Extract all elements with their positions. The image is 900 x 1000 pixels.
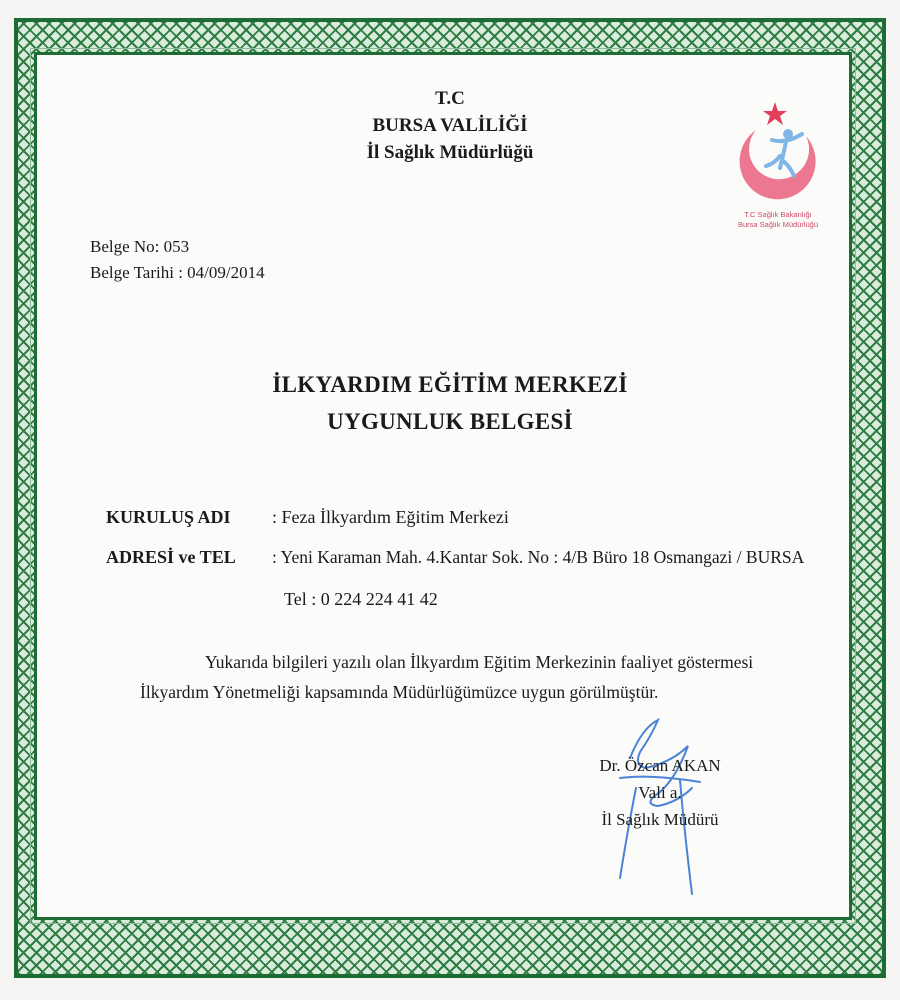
- title-line2: UYGUNLUK BELGESİ: [327, 409, 573, 434]
- document-date: Belge Tarihi : 04/09/2014: [90, 263, 265, 282]
- logo-caption-line1: T.C Sağlık Bakanlığı: [744, 210, 812, 219]
- approval-text-line2: İlkyardım Yönetmeliği kapsamında Müdürlüğümüzce uygun görülmüştür.: [140, 682, 659, 702]
- signatory-block: [560, 752, 760, 833]
- signatory-title: İl Sağlık Müdürü: [601, 810, 719, 829]
- institution-name-value: : Feza İlkyardım Eğitim Merkezi: [272, 507, 509, 527]
- certificate-title: [0, 366, 900, 440]
- phone-value: Tel : 0 224 224 41 42: [284, 589, 438, 609]
- address-label: ADRESİ ve TEL: [106, 547, 236, 567]
- tc-saglik-bakanligi-logo-icon: [728, 100, 828, 240]
- header-directorate: İl Sağlık Müdürlüğü: [366, 142, 534, 163]
- document-number: Belge No: 053: [90, 237, 190, 256]
- header-tc: T.C: [435, 88, 465, 109]
- header-governorship: BURSA VALİLİĞİ: [372, 115, 528, 136]
- approval-text-line1: Yukarıda bilgileri yazılı olan İlkyardım Eğitim Merkezinin faaliyet göstermesi: [205, 652, 754, 672]
- address-value: : Yeni Karaman Mah. 4.Kantar Sok. No : 4/B Büro 18 Osmangazi / BURSA: [272, 547, 805, 567]
- document-meta: [90, 234, 265, 286]
- signatory-role: Vali a.: [638, 783, 682, 802]
- signatory-name: Dr. Özcan AKAN: [599, 756, 721, 775]
- logo-caption: [728, 210, 828, 230]
- title-line1: İLKYARDIM EĞİTİM MERKEZİ: [272, 372, 628, 397]
- logo-caption-line2: Bursa Sağlık Müdürlüğü: [737, 220, 819, 229]
- institution-name-label: KURULUŞ ADI: [106, 507, 231, 527]
